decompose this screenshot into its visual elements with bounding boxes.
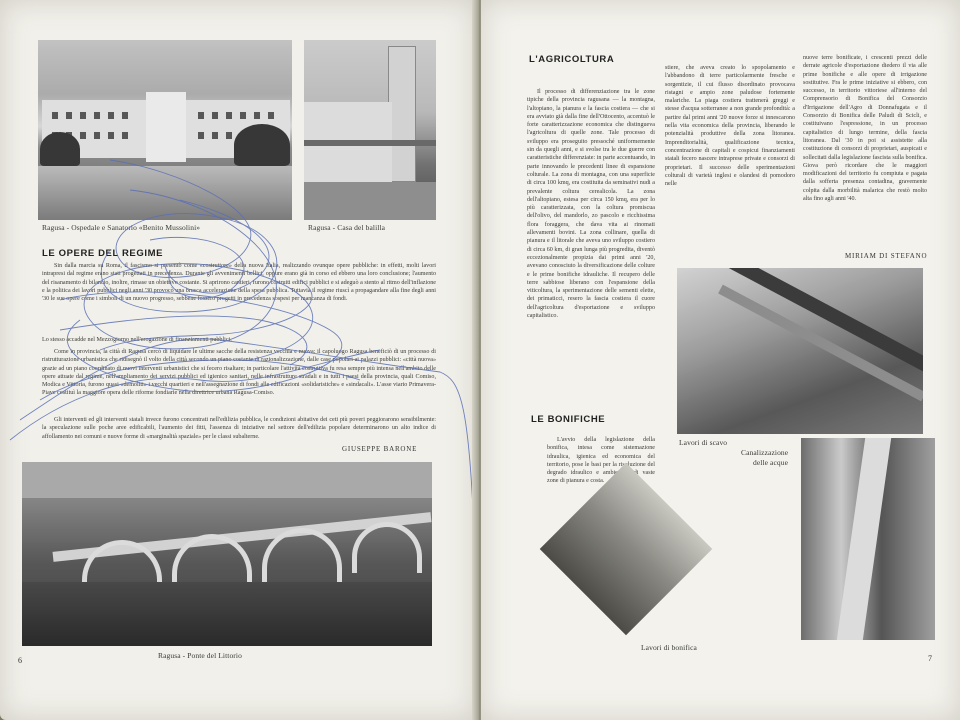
canal-photo-caption-line-2: delle acque xyxy=(753,458,789,467)
balilla-photo xyxy=(304,40,436,220)
canal-photo xyxy=(801,438,935,640)
bridge-photo-caption: Ragusa - Ponte del Littorio xyxy=(158,651,242,660)
opere-paragraph-3: Come in provincia, la città di Ragusa cercò di liquidare le ultime sacche della resistenza vecchia e nuova: il capoluogo Ragusa beneficiò di un processo di ristrutturazione urbanistica che ridisegnò il volto della città secondo un piano costante di razionalizzazione, dalle case popolari ai palazzi pubblici: «città nuova» grazie ad un piano coordinato di nuovi interventi urbanistici che si fecero risaltare; in particolare l'attività costruttiva fu resa sempre più intensa nell'ambito delle opere attuate dal regime, nell'ampliamento dei servizi pubblici ed igienico sanitari, nelle infrastrutture stradali e in tutti i paesi della provincia, quali Comiso, Modica e Vittoria, furono quasi «demoliti» i vecchi quartieri e nell'assegnazione di fondi alle edificazioni «solidaristiche» e «sindacali». L'asse viario Primavera-Piave costituì la maggiore opera delle riforme fondiarie nella direttrice urbana Ragusa-Comiso. xyxy=(42,349,436,397)
page-number-right: 7 xyxy=(928,654,932,663)
left-page xyxy=(0,0,476,720)
bonifica-photo-caption: Lavori di bonifica xyxy=(641,643,697,652)
hospital-photo-caption: Ragusa - Ospedale e Sanatorio «Benito Mussolini» xyxy=(42,223,201,232)
bonifiche-paragraph: L'avvio della legislazione della bonifica, intesa come sistemazione idraulica, igienica ed economica del territorio, pose le basi per la risoluzione del degrado idraulico e ambientale di vaste zone di pianura e costa. xyxy=(547,437,655,484)
canal-photo-caption-line-1: Canalizzazione xyxy=(741,448,789,457)
right-page xyxy=(481,0,960,720)
author-di-stefano: MIRIAM DI STEFANO xyxy=(845,252,928,260)
agricoltura-col-1: Il processo di differenziazione tra le zone tipiche della provincia ragusana — la montagna, l'altopiano, la pianura e la fascia costiera — che si era avviato già dalla fine dell'Ottocento, accentuò le forte caratterizzazione economica che distingueva l'agricoltura di quelle zone. Tale processo di sviluppo era proseguito pressoché uniformemente sin da quegli anni, e si svolse tra le due guerre con caratteristiche differenziate: in parte accentuando, in parte innovando le precedenti linee di espansione colturale. La zona di montagna, con una superficie di circa 100 kmq, era costituita da seminativi nudi a prevalente coltura cerealicola. La zona dell'altopiano, estesa per circa 150 kmq, era per lo più caratterizzata, con la coltura promiscua dell'olivo, del mandorlo, zo pascolo e ricchissima flora foraggera, che dava vita ai rinomati allevamenti bovini. La zona collinare, quella di pianura e il litorale che aveva uno sviluppo costiero di circa 60 km, di gran lunga più progredita, diventò eccezionalmente propizia dai primi anni '20, avevano conosciuto la diversificazione delle colture e le prime bonifiche idrauliche. Il recupero delle terre sabbiose liberano con l'espansione della viticoltura, la sperimentazione delle sementi elette, dei primaticci, resero la fascia costiera il cuore dell'agricoltura d'esportazione e sviluppo capitalistico. xyxy=(527,89,655,320)
scavo-photo-caption: Lavori di scavo xyxy=(679,438,728,447)
section-title-bonifiche: LE BONIFICHE xyxy=(531,414,606,425)
opere-paragraph-2: Lo stesso accadde nel Mezzogiorno nell'erogazione di finanziamenti pubblici. xyxy=(42,337,232,343)
section-title-opere: LE OPERE DEL REGIME xyxy=(42,248,164,259)
bridge-photo xyxy=(22,462,432,646)
balilla-photo-caption: Ragusa - Casa del balilla xyxy=(308,223,386,232)
section-title-agricoltura: L'AGRICOLTURA xyxy=(529,54,615,65)
opere-paragraph-4: Gli interventi ed gli interventi statali invece furono concentrati nell'edilizia pubblica, le condizioni abitative dei ceti più poveri peggiorarono sensibilmente: la speculazione sulle poche aree edificabili, l'aumento dei fitti, l'assenza di iniziative nel settore dell'edilizia popolare determinarono un alto indice di affollamento nei comuni e nuove forme di «marginalità spaziale» per le classi subalterne. xyxy=(42,417,436,440)
agricoltura-col-2: stiere, che aveva creato lo spopolamento e l'abbandono di terre particolarmente fresche e sorgentizie, il cui flusso disordinato provocava ristagni e ampio zone paludose fortemente malariche. La piaga costiera trattenerà greggi e stesse d'acqua sotterranee a non grande profondità: a partire dal primi anni '20 nuove forze si innescarono nella vita economica della provincia, liberando le potenzialità produttive della zona litoranea. Imprenditorialità, qualificazione tecnica, concentrazione di capitali e cospicui finanziamenti statali fecero nascere intraprese private e consorzi di proprietari. Il successo delle sperimentazioni colturali di varietà inglesi e olandesi di pomodoro nelle xyxy=(665,65,795,188)
page-number-left: 6 xyxy=(18,656,22,665)
author-barone: GIUSEPPE BARONE xyxy=(342,445,418,453)
hospital-photo xyxy=(38,40,292,220)
scavo-photo xyxy=(677,268,923,434)
agricoltura-col-3: nuove terre bonificate, i crescenti prezzi delle derrate agricole d'esportazione diedero il via alle prime bonifiche e alle opere di irrigazione sostitutive. Fra le prime iniziative si ebbero, con successo, in territorio vittoriese all'interno del Comprensorio di Bonifica del Consorzio d'Irrigazione dell'Agro di Donnafugata e il Consorzio di Bonifica delle Paludi di Scicli, e costituivano l'espressione, in un processo capitalistico di lungo termine, della fascia litoranea. Dal '30 in poi si assistette alla costituzione di consorzi di proprietari, auspicati e sollecitati dalla legislazione fascista sulla bonifica. Giova però ricordare che le maggiori modificazioni del territorio fu compiuta e pagata dalla sofferta presenza contadina, gravemente colpita dalla morbilità malarica che restò molto alta fino agli anni '40. xyxy=(803,55,927,203)
bonifica-photo xyxy=(540,463,713,636)
opere-paragraph-1: Sin dalla marcia su Roma, il fascismo si presentò come «costruttore» della nuova Italia, realizzando ovunque opere pubbliche: in effetti, molti lavori intrapresi dal regime erano stati progettati in precedenza. Durante gli avvenimenti bellici, oppure erano già in corso ed ebbero una loro conclusione; l'aumento del risanamento di bilancio, inoltre, rimase un obiettivo costante. Si aprirono cantieri, furono costruiti edifici pubblici e si adeguò a stento al ritmo dell'inflazione e la politica dei lavori pubblici negli anni '30 provocò una brusca accelerazione della spesa pubblica. Tuttavia il regime riuscì a propagandare alla fine degli anni '30 le sue opere come i simboli di un nuovo progresso, sebbene fossero progetti in precedenza sospesi per mancanza di fondi. xyxy=(42,263,436,303)
